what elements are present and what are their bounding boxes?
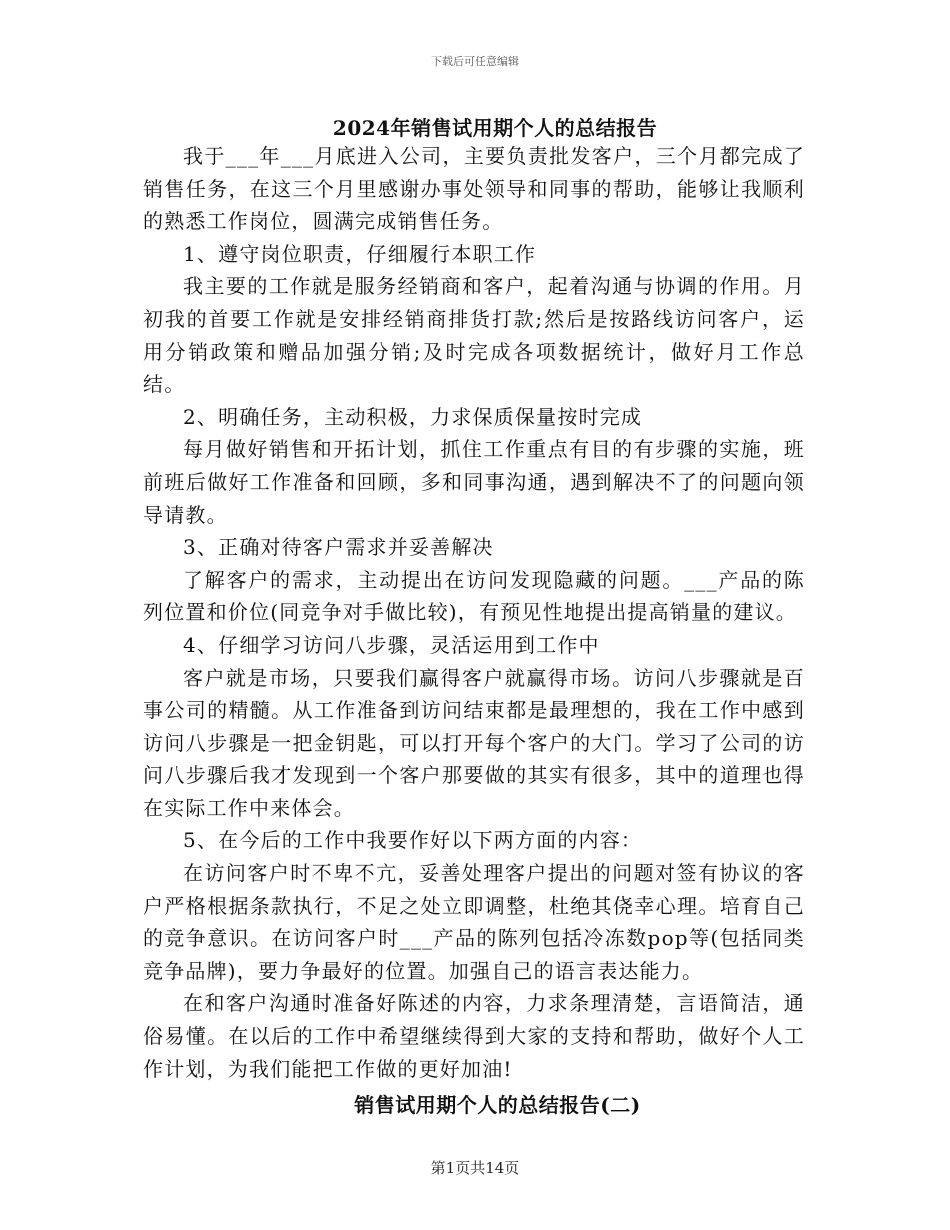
section-heading-1: 1、遵守岗位职责，仔细履行本职工作 (183, 241, 537, 266)
second-report-title: 销售试用期个人的总结报告(二) (354, 1093, 641, 1117)
section-heading-5: 5、在今后的工作中我要作好以下两方面的内容： (183, 828, 643, 853)
page-number-footer: 第1页共14页 (430, 1159, 520, 1177)
section-heading-2: 2、明确任务，主动积极，力求保质保量按时完成 (183, 404, 643, 429)
section-heading-4: 4、仔细学习访问八步骤，灵活运用到工作中 (183, 632, 600, 657)
download-editable-note: 下载后可任意编辑 (431, 55, 519, 68)
section-paragraph-4: 客户就是市场，只要我们赢得客户就赢得市场。访问八步骤就是百事公司的精髓。从工作准备到访问结束都是最理想的，我在工作中感到访问八步骤是一把金钥匙，可以打开每个客户的大门。学习了公司的访问八步骤后我才发现到一个客户那要做的其实有很多，其中的道理也得在实际工作中来体会。 (143, 665, 805, 820)
section-paragraph-5b: 在和客户沟通时准备好陈述的内容，力求条理清楚，言语简洁，通俗易懂。在以后的工作中希望继续得到大家的支持和帮助，做好个人工作计划，为我们能把工作做的更好加油! (143, 991, 805, 1081)
document-body (143, 140, 805, 1085)
section-paragraph-2: 每月做好销售和开拓计划，抓住工作重点有目的有步骤的实施，班前班后做好工作准备和回顾，多和同事沟通，遇到解决不了的问题向领导请教。 (143, 437, 805, 527)
section-heading-3: 3、正确对待客户需求并妥善解决 (183, 535, 494, 560)
intro-paragraph: 我于___年___月底进入公司，主要负责批发客户，三个月都完成了销售任务，在这三个月里感谢办事处领导和同事的帮助，能够让我顺利的熟悉工作岗位，圆满完成销售任务。 (143, 144, 805, 234)
section-paragraph-1: 我主要的工作就是服务经销商和客户，起着沟通与协调的作用。月初我的首要工作就是安排经销商排货打款;然后是按路线访问客户，运用分销政策和赠品加强分销;及时完成各项数据统计，做好月工作总结。 (143, 274, 805, 397)
section-paragraph-5a: 在访问客户时不卑不亢，妥善处理客户提出的问题对签有协议的客户严格根据条款执行，不足之处立即调整，杜绝其侥幸心理。培育自己的竞争意识。在访问客户时___产品的陈列包括冷冻数pop等(包括同类竞争品牌)，要力争最好的位置。加强自己的语言表达能力。 (143, 861, 805, 983)
section-paragraph-3: 了解客户的需求，主动提出在访问发现隐藏的问题。___产品的陈列位置和价位(同竞争对手做比较)，有预见性地提出提高销量的建议。 (143, 567, 805, 625)
document-title: 2024年销售试用期个人的总结报告 (332, 116, 658, 140)
